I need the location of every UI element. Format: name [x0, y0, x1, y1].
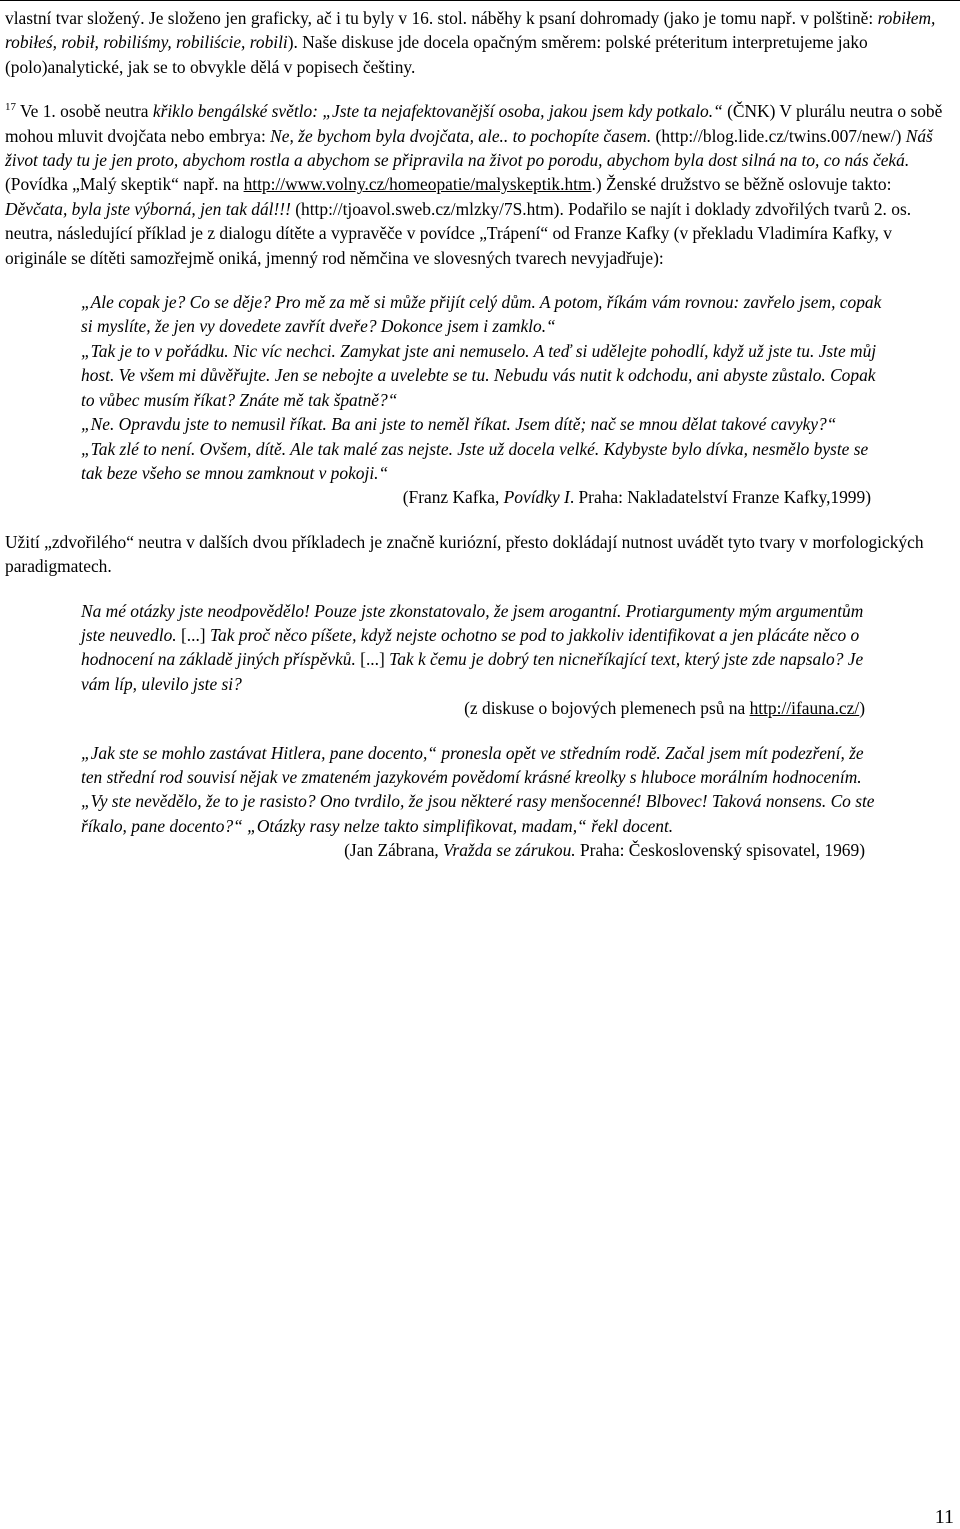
text-run: (	[651, 125, 662, 146]
text-run: (http://tjoavol.sweb.cz/mlzky/7S.htm). Podařilo se najít i doklady zdvořilých tvarů 2. os. neutra, následující příklad je z dialogu dítěte a vypravěče v povídce „Trápení“ od Franze Kafky (v překladu Vladimíra Kafky, v originále se dítěti samozřejmě oniká, jmenný rod němčina ve slovesných tvarech nevyjadřuje):	[5, 198, 912, 268]
kafka-quote	[81, 290, 883, 485]
footnote-17	[5, 99, 953, 270]
ifauna-citation: (z diskuse o bojových plemenech psů na http://ifauna.cz/)	[464, 698, 865, 719]
page-number: 11	[934, 1506, 954, 1528]
top-rule	[0, 0, 960, 1]
text-run: Ve 1. osobě neutra	[16, 101, 153, 122]
example-italic: Děvčata, byla jste výborná, jen tak dál!!!	[5, 198, 291, 219]
ifauna-quote: Na mé otázky jste neodpovědělo! Pouze jste zkonstatovalo, že jsem arogantní. Protiargumenty mým argumentům jste neuvedlo. [...] Tak proč něco píšete, když nejste ochotno se pod to jakkoliv identifikovat a jen plácáte něco o hodnocení na základě jiných příspěvků. [...] Tak k čemu je dobrý ten nicneříkající text, který jste zde napsalo? Je vám líp, ulevilo jste si?	[81, 600, 864, 694]
quote-line: „Ne. Opravdu jste to nemusil říkat. Ba ani jste to neměl říkat. Jsem dítě; nač se mnou dělat takové cavyky?“	[81, 414, 837, 435]
quote-line: „Ale copak je? Co se děje? Pro mě za mě si může přijít celý dům. A potom, říkám vám rovnou: zavřelo jsem, copak si myslíte, že jen vy dovedete zavřít dveře? Dokonce jsem i zamklo.“	[81, 292, 882, 337]
zabrana-citation: (Jan Zábrana, Vražda se zárukou. Praha: Československý spisovatel, 1969)	[344, 840, 865, 861]
example-italic: Ne, že bychom byla dvojčata, ale.. to pochopíte časem.	[270, 125, 652, 146]
quote-line: „Tak je to v pořádku. Nic víc nechci. Zamykat jste ani nemuselo. A teď si udělejte pohodlí, když už jste tu. Jste můj host. Ve všem mi důvěřujte. Jen se nebojte a uvelebte se tu. Nebudu vás nutit k odchodu, ani abyste zůstalo. Copak to vůbec musím říkat? Znáte mě tak špatně?“	[81, 340, 877, 410]
zabrana-quote: „Jak ste se mohlo zastávat Hitlera, pane docento,“ pronesla opět ve středním rodě. Začal jsem mít podezření, že ten střední rod souvisí nějak ve zmateném jazykovém povědomí krásné kreolky s hluboce morálním hodnocením. „Vy ste nevědělo, že to je rasisto? Ono tvrdilo, že jsou některé rasy menšocenné! Blbovec! Taková nonsens. Co ste říkalo, pane docento?“ „Otázky rasy nelze takto simplifikovat, madam,“ řekl docent.	[81, 742, 875, 836]
polish-example: robiłem, robiłeś, robił, robiliśmy, robiliście, robili	[5, 8, 936, 53]
footnote-number: 17	[5, 101, 16, 114]
source-link[interactable]: http://blog.lide.cz/twins.007/new/	[661, 125, 896, 146]
text-run: vlastní tvar složený. Je složeno jen graficky, ač i tu byly v 16. stol. náběhy k psaní dohromady (jako je tomu např. v polštině:	[5, 8, 878, 28]
text-run: (Povídka „Malý skeptik“ např. na	[5, 174, 244, 195]
text-run: )	[895, 125, 906, 146]
kafka-citation: (Franz Kafka, Povídky I. Praha: Nakladatelství Franze Kafky,1999)	[402, 487, 871, 508]
text-run: (ČNK) V plurálu neutra o sobě mohou mluvit dvojčata nebo embrya:	[5, 101, 943, 146]
source-link[interactable]: http://ifauna.cz/	[749, 698, 860, 719]
example-italic: křiklo bengálské světlo: „Jste ta nejafektovanější osoba, jakou jsem kdy potkalo.“	[152, 101, 723, 122]
text-run: .) Ženské družstvo se běžně oslovuje takto:	[591, 174, 892, 195]
document-page	[5, 6, 953, 863]
paragraph-usage: Užití „zdvořilého“ neutra v dalších dvou příkladech je značně kuriózní, přesto dokládají nutnost uvádět tyto tvary v morfologických paradigmatech.	[5, 531, 924, 577]
paragraph-continuation	[5, 6, 953, 79]
text-run: ). Naše diskuse jde docela opačným směrem: polské préteritum interpretujeme jako (polo)analytické, jak se to obvykle dělá v popisech češtiny.	[5, 32, 868, 77]
example-italic: Náš život tady tu je jen proto, abychom rostla a abychom se připravila na život po porodu, abychom byla dost silná na to, co nás čeká.	[5, 125, 933, 171]
quote-line: „Tak zlé to není. Ovšem, dítě. Ale tak malé zas nejste. Jste už docela velké. Kdybyste bylo dívka, nesmělo byste se tak beze všeho se mnou zamknout v pokoji.“	[81, 438, 869, 483]
source-link[interactable]: http://www.volny.cz/homeopatie/malyskeptik.htm	[243, 174, 592, 195]
